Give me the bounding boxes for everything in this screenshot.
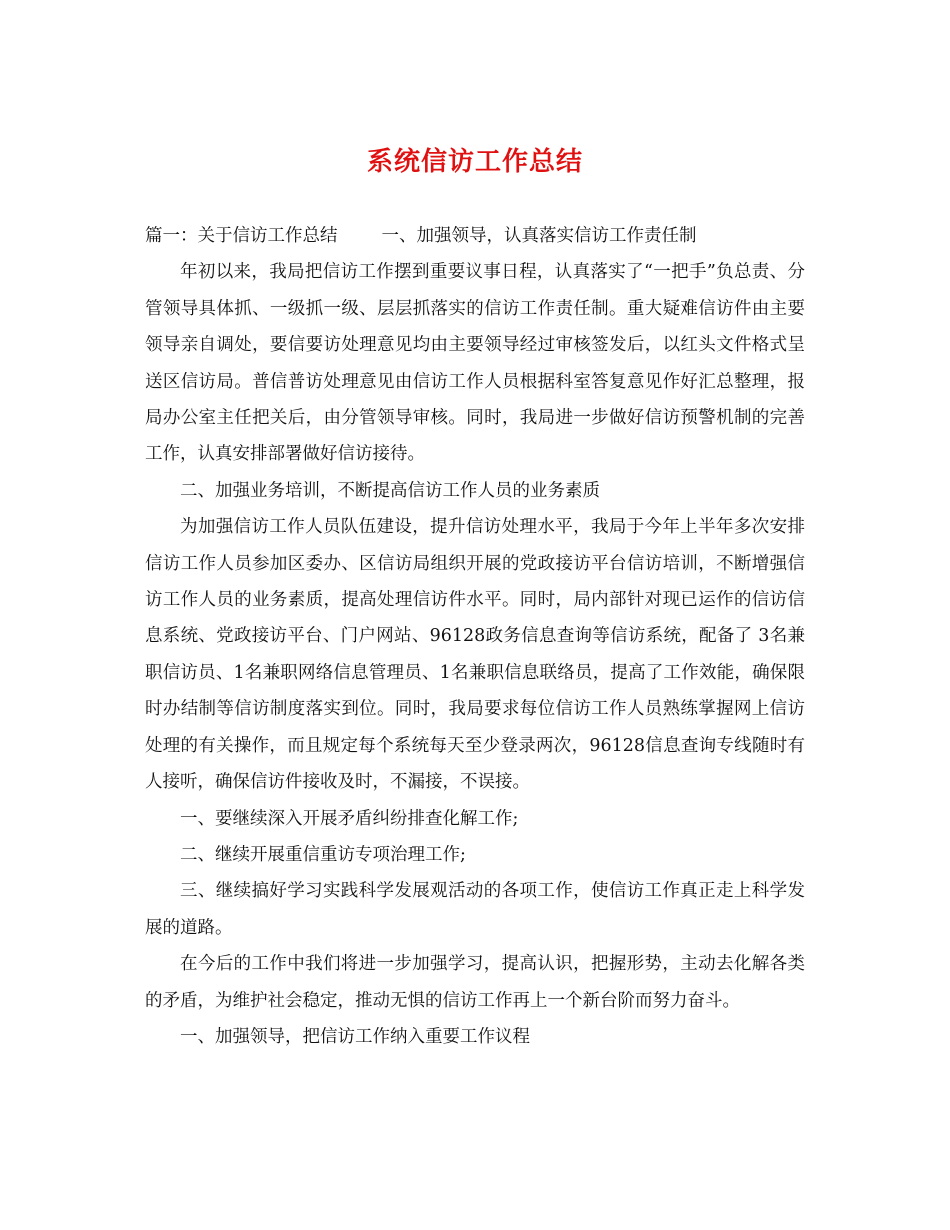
- document-body: [145, 218, 805, 1055]
- list-item: 二、继续开展重信重访专项治理工作;: [180, 844, 466, 865]
- document-title: 系统信访工作总结: [366, 147, 583, 177]
- section-heading-3: 一、加强领导，把信访工作纳入重要工作议程: [180, 1026, 530, 1047]
- section-heading-2: 二、加强业务培训，不断提高信访工作人员的业务素质: [180, 480, 600, 501]
- first-line: [145, 218, 805, 254]
- paragraph: 为加强信访工作人员队伍建设，提升信访处理水平，我局于今年上半年多次安排信访工作人员参加区委办、区信访局组织开展的党政接访平台信访培训，不断增强信访工作人员的业务素质，提高处理信访件水平。同时，局内部针对现已运作的信访信息系统、党政接访平台、门户网站、96128政务信息查询等信访系统，配备了 3名兼职信访员、1名兼职网络信息管理员、1名兼职信息联络员，提高了工作效能，确保限时办结制等信访制度落实到位。同时，我局要求每位信访工作人员熟练掌握网上信访处理的有关操作，而且规定每个系统每天至少登录两次，96128信息查询专线随时有人接听，确保信访件接收及时，不漏接，不误接。: [145, 517, 805, 793]
- list-item: 三、继续搞好学习实践科学发展观活动的各项工作，使信访工作真正走上科学发展的道路。: [145, 881, 805, 938]
- article-label: 篇一：关于信访工作总结: [145, 226, 338, 246]
- paragraph: 年初以来，我局把信访工作摆到重要议事日程，认真落实了“一把手”负总责、分管领导具体抓、一级抓一级、层层抓落实的信访工作责任制。重大疑难信访件由主要领导亲自调处，要信要访处理意见均由主要领导经过审核签发后，以红头文件格式呈送区信访局。普信普访处理意见由信访工作人员根据科室答复意见作好汇总整理，报局办公室主任把关后，由分管领导审核。同时，我局进一步做好信访预警机制的完善工作，认真安排部署做好信访接待。: [145, 262, 805, 465]
- list-item: 一、要继续深入开展矛盾纠纷排查化解工作;: [180, 808, 519, 829]
- section-heading-1: 一、加强领导，认真落实信访工作责任制: [381, 226, 697, 246]
- paragraph: 在今后的工作中我们将进一步加强学习，提高认识，把握形势，主动去化解各类的矛盾，为维护社会稳定，推动无惧的信访工作再上一个新台阶而努力奋斗。: [145, 954, 805, 1011]
